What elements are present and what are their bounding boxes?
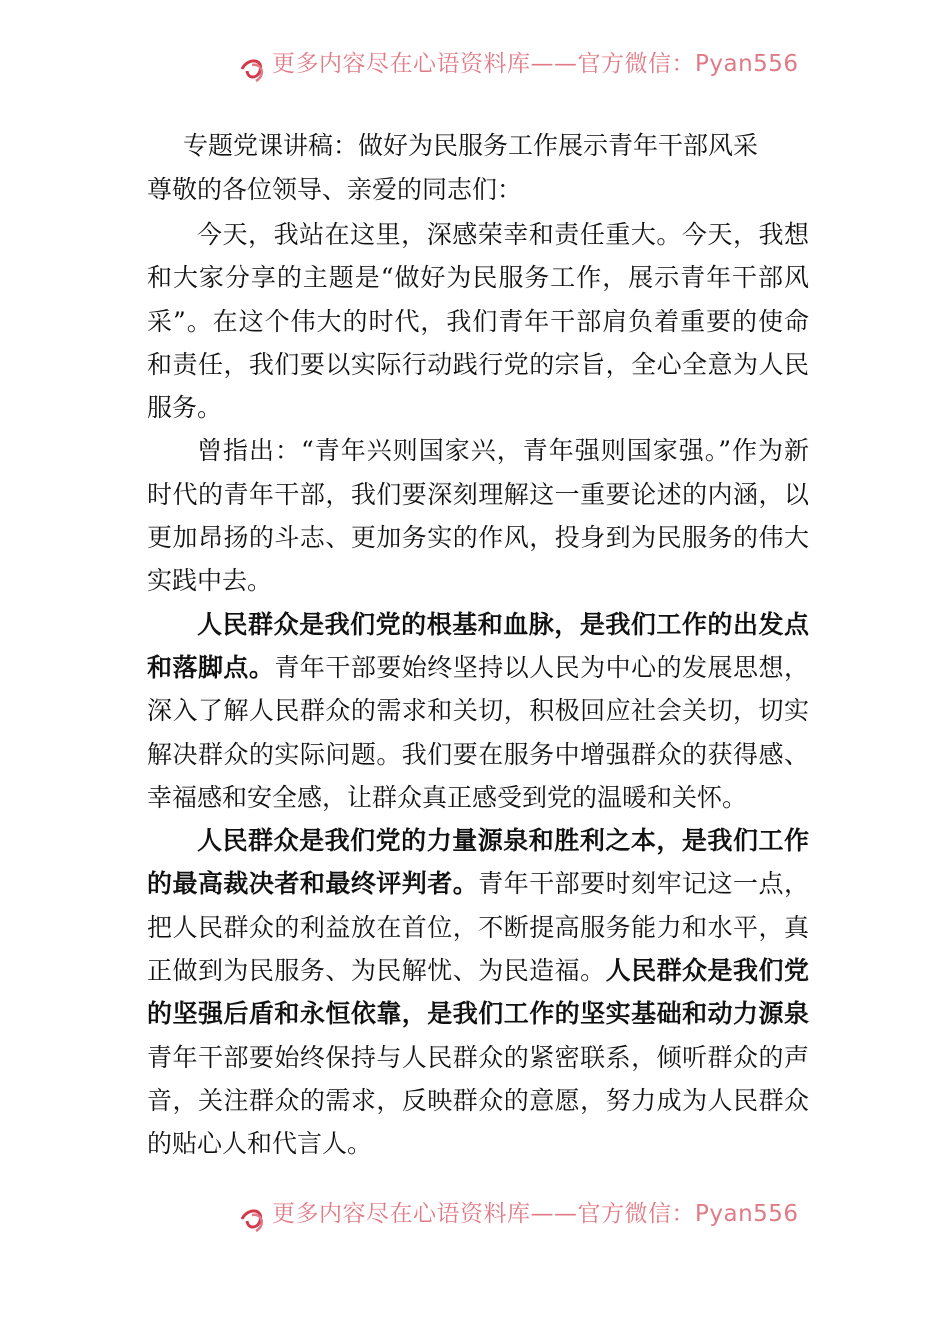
watermark-text: 更多内容尽在心语资料库——官方微信：Pyan556 [272, 1201, 799, 1227]
paragraph-3 [147, 603, 809, 819]
document-body [147, 213, 809, 1166]
brand-logo-icon [238, 1207, 268, 1235]
document-title: 专题党课讲稿：做好为民服务工作展示青年干部风采 [183, 131, 759, 160]
emphasis-text: 人民群众是我们党的力量源泉和胜利之本，是我们工作的最高裁决者和最终评判者。 [147, 826, 809, 899]
footer-watermark [238, 1201, 799, 1236]
brand-logo-icon [238, 57, 268, 85]
paragraph-text: 青年干部要始终坚持以人民为中心的发展思想，深入了解人民群众的需求和关切，积极回应社会关切，切实解决群众的实际问题。我们要在服务中增强群众的获得感、幸福感和安全感，让群众真正感受到党的温暖和关怀。 [147, 652, 809, 812]
paragraph-4 [147, 819, 809, 1165]
paragraph-2: 曾指出：“青年兴则国家兴，青年强则国家强。”作为新时代的青年干部，我们要深刻理解这一重要论述的内涵，以更加昂扬的斗志、更加务实的作风，投身到为民服务的伟大实践中去。 [147, 436, 809, 596]
watermark-text: 更多内容尽在心语资料库——官方微信：Pyan556 [272, 51, 799, 77]
header-watermark [238, 51, 799, 86]
paragraph-text: 青年干部要时刻牢记这一点，把人民群众的利益放在首位，不断提高服务能力和水平，真正做到为民服务、为民解忧、为民造福。 [147, 869, 809, 986]
emphasis-text: 人民群众是我们党的根基和血脉，是我们工作的出发点和落脚点。 [147, 609, 809, 682]
greeting: 尊敬的各位领导、亲爱的同志们： [147, 175, 523, 204]
emphasis-text: 人民群众是我们党的坚强后盾和永恒依靠，是我们工作的坚实基础和动力源泉 [147, 956, 809, 1029]
paragraph-text: 青年干部要始终保持与人民群众的紧密联系，倾听群众的声音，关注群众的需求，反映群众的意愿，努力成为人民群众的贴心人和代言人。 [147, 1042, 809, 1159]
paragraph-1: 今天，我站在这里，深感荣幸和责任重大。今天，我想和大家分享的主题是“做好为民服务工作，展示青年干部风采”。在这个伟大的时代，我们青年干部肩负着重要的使命和责任，我们要以实际行动践行党的宗旨，全心全意为人民服务。 [147, 220, 809, 423]
